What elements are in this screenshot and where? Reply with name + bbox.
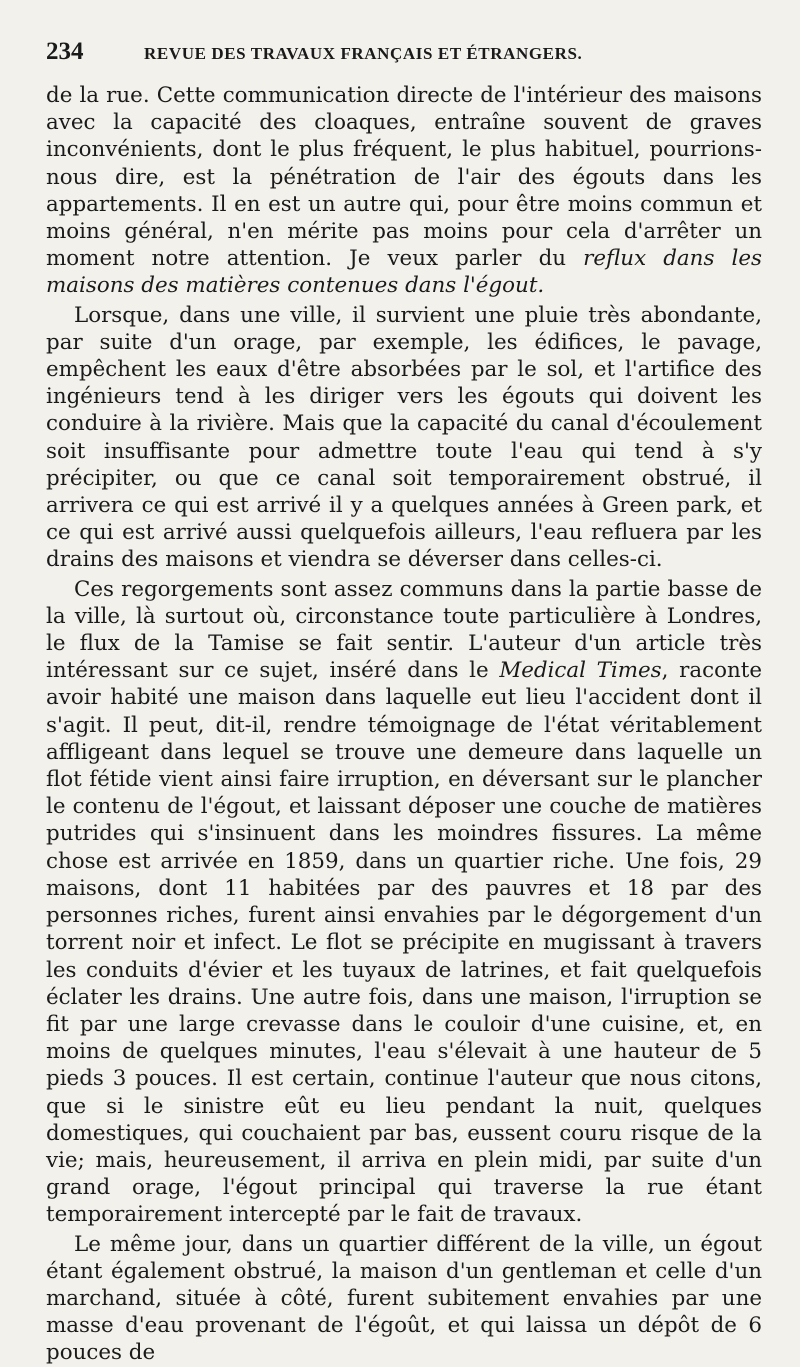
paragraph-1-text: de la rue. Cette communication directe de l'intérieur des maisons avec la capacité des cloaques, entraîne souvent de graves inconvénients, dont le plus fréquent, le plus habituel, pourrions-nous dire, est la pénétration de l'air des égouts dans les appartements. Il en est un autre qui, pour être moins commun et moins général, n'en mérite pas moins pour cela d'arrêter un moment notre attention. Je veux parler du — [46, 83, 762, 272]
paragraph-3-italic: Medical Times — [499, 658, 662, 684]
paragraph-4 — [46, 1231, 762, 1367]
page-number: 234 — [46, 38, 84, 65]
paragraph-1-italic: reflux dans les maisons des matières contenues dans l'égout. — [46, 246, 762, 299]
body-text — [46, 82, 762, 1367]
paragraph-1 — [46, 82, 762, 300]
paragraph-4-text: Le même jour, dans un quartier différent de la ville, un égout étant également obstrué, la maison d'un gentleman et celle d'un marchand, située à côté, furent subitement envahies par une masse d'eau provenant de l'égoût, et qui laissa un dépôt de 6 pouces de — [46, 1231, 762, 1366]
running-head — [46, 38, 762, 82]
paragraph-3-tail: , raconte avoir habité une maison dans laquelle eut lieu l'accident dont il s'agit. Il peut, dit-il, rendre témoignage de l'état véritablement affligeant dans lequel se trouve une demeure dans laquelle un flot fétide vient ainsi faire irruption, en déversant sur le plancher le contenu de l'égout, et laissant déposer une couche de matières putrides qui s'insinuent dans les moindres fissures. La même chose est arrivée en 1859, dans un quartier riche. Une fois, 29 maisons, dont 11 habitées par des pauvres et 18 par des personnes riches, furent ainsi envahies par le dégorgement d'un torrent noir et infect. Le flot se précipite en mugissant à travers les conduits d'évier et les tuyaux de latrines, et fait quelquefois éclater les drains. Une autre fois, dans une maison, l'irruption se fit par une large crevasse dans le couloir d'une cuisine, et, en moins de quelques minutes, l'eau s'élevait à une hauteur de 5 pieds 3 pouces. Il est certain, continue l'auteur que nous citons, que si le sinistre eût eu lieu pendant la nuit, quelques domestiques, qui couchaient par bas, eussent couru risque de la vie; mais, heureusement, il arriva en plein midi, par suite d'un grand orage, l'égout principal qui traverse la rue étant temporairement intercepté par le fait de travaux. — [46, 658, 762, 1228]
paragraph-2 — [46, 302, 762, 574]
running-title: REVUE DES TRAVAUX FRANÇAIS ET ÉTRANGERS. — [144, 44, 583, 63]
paragraph-3-text: Ces regorgements sont assez communs dans la partie basse de la ville, là surtout où, circonstance toute particulière à Londres, le flux de la Tamise se fait sentir. L'auteur d'un article très intéressant sur ce sujet, inséré dans le — [46, 576, 762, 684]
paragraph-2-text: Lorsque, dans une ville, il survient une pluie très abondante, par suite d'un orage, par exemple, les édifices, le pavage, empêchent les eaux d'être absorbées par le sol, et l'artifice des ingénieurs tend à les diriger vers les égouts qui doivent les conduire à la rivière. Mais que la capacité du canal d'écoulement soit insuffisante pour admettre toute l'eau qui tend à s'y précipiter, ou que ce canal soit temporairement obstrué, il arrivera ce qui est arrivé il y a quelques années à Green park, et ce qui est arrivé aussi quelquefois ailleurs, l'eau refluera par les drains des maisons et viendra se déverser dans celles-ci. — [46, 302, 762, 573]
paragraph-3 — [46, 576, 762, 1229]
